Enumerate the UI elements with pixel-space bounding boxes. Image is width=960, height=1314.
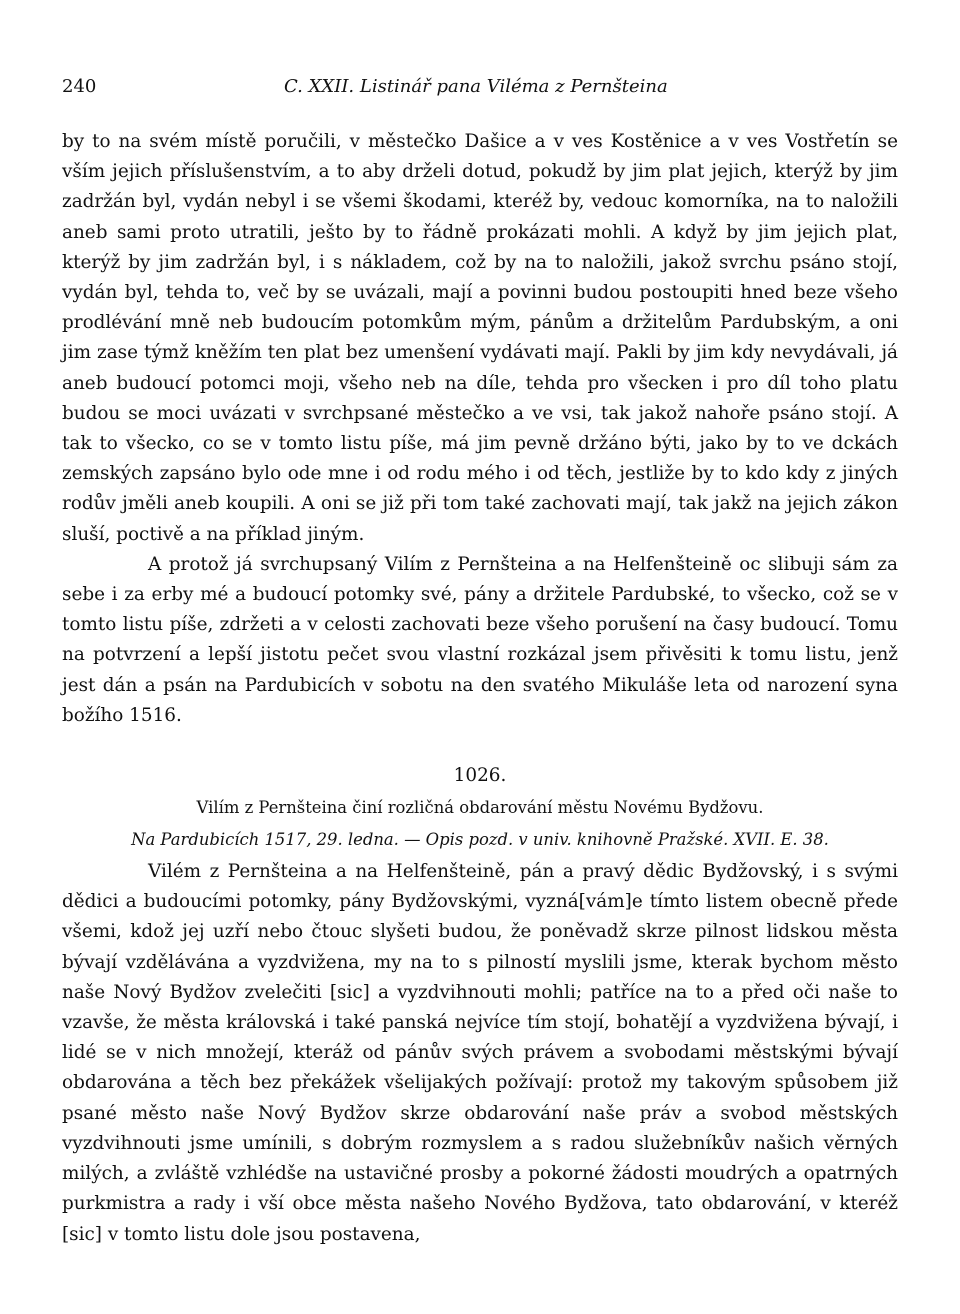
running-title: C. XXII. Listinář pana Viléma z Pernšteina [284,76,668,97]
document-paragraph: Vilém z Pernšteina a na Helfenšteině, pán a pravý dědic Bydžovský, i s svými dědici a budoucími potomky, pány Bydžovskými, vyzná[vám]e tímto listem obecně přede všemi, kdož jej uzří nebo čtouc slyšeti budou, že poněvadž skrze pilnost lidskou města bývají vzdělávána a vyzdvižena, my na to s pilností myslili jsme, kterak bychom město naše Nový Bydžov zvelečiti [sic] a vyzdvihnouti mohli; patříce na to a před oči naše to vzavše, že města královská i také panská nejvíce tím stojí, bohatějí a vyzdvižena bývají, i lidé se v nich množejí, kteráž od pánův svých právem a svobodami městskými bývají obdarována a těch bez překážek všelijakých požívají: protož my takovým spůsobem již psané město naše Nový Bydžov skrze obdarování naše práv a svobod městských vyzdvihnouti jsme umínili, s dobrým rozmyslem a s radou služebníkův našich věrných milých, a zvláště vzhlédše na ustavičné prosby a pokorné žádosti moudrých a opatrných purkmistra a rady i vší obce města našeho Nového Bydžova, tato obdarování, v kteréž [sic] v tomto listu dole jsou postavena, [62,861,898,1245]
document-source-note: Na Pardubicích 1517, 29. ledna. — Opis pozd. v univ. knihovně Pražské. XVII. E. 38. [131,830,829,850]
page-number: 240 [62,76,97,97]
paragraph-closing: A protož já svrchupsaný Vilím z Pernšteina a na Helfenšteině oc slibuji sám za sebe i za erby mé a budoucí potomky své, pány a držitele Pardubské, to všecko, což se v tomto listu píše, zdržeti a v celosti zachovati beze všeho porušení na časy budoucí. Tomu na potvrzení a lepší jistotu pečet svou vlastní rozkázal jsem přivěsiti k tomu listu, jenž jest dán a psán na Pardubicích v sobotu na den svatého Mikuláše leta od narození syna božího 1516. [62,553,898,726]
paragraph-continued: by to na svém místě poručili, v městečko Dašice a v ves Kostěnice a v ves Vostřetín se vším jejich příslušenstvím, a to aby drželi dotud, pokudž by jim plat jejich, kterýž by jim zadržán byl, vydán nebyl i se všemi škodami, kteréž by, vedouc komorníka, na to naložili aneb sami proto utratili, ješto by to řádně prokázati mohli. A když by jim jejich plat, kterýž by jim zadržán byl, i s nákladem, což by na to naložili, jakož svrchu psáno stojí, vydán byl, tehda to, več by se uvázali, mají a povinni budou postoupiti hned beze všeho prodlévání mně neb budoucím potomkům mým, pánům a držitelům Pardubským, a oni jim zase týmž kněžím ten plat bez umenšení vydávati mají. Pakli by jim kdy nevydávali, já aneb budoucí potomci moji, všeho neb na díle, tehda pro všecken i pro díl toho platu budou se moci uvázati v svrchpsané městečko a ve vsi, tak jakož nahoře psáno stojí. A tak to všecko, co se v tomto listu píše, má jim pevně držáno býti, jako by to ve dckách zemských zapsáno bylo ode mne i od rodu mého i od těch, jestliže by to kdo kdy z jiných rodův jměli aneb koupili. A oni se již při tom také zachovati mají, tak jakž na jejich zákon sluší, poctivě a na příklad jiným. [62,131,898,545]
document-number: 1026. [453,765,507,787]
document-heading: Vilím z Pernšteina činí rozličná obdarování městu Novému Bydžovu. [196,798,764,818]
page-header [62,76,898,102]
body-text [62,127,898,1250]
